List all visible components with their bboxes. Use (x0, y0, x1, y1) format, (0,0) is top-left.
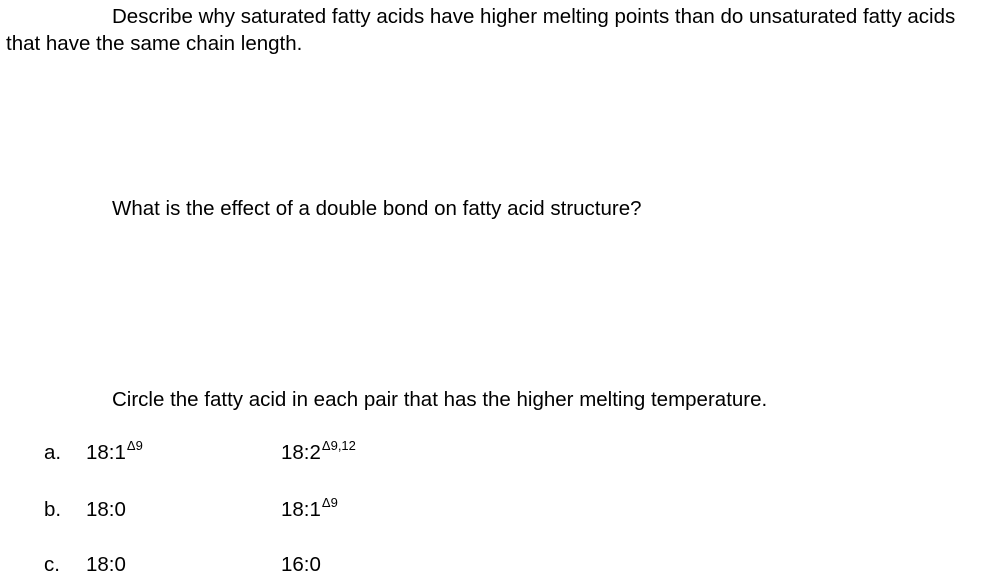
double-bond-position: Δ9,12 (321, 438, 356, 453)
question-1-text: Describe why saturated fatty acids have higher melting points than do unsaturated fatty acids that have the same chain length. (6, 5, 956, 55)
fatty-acid-option[interactable] (281, 550, 321, 580)
double-bond-position: Δ9 (126, 438, 143, 453)
fatty-acid-notation: 18:0 (86, 553, 126, 576)
pair-row-b (0, 495, 982, 525)
fatty-acid-option[interactable] (86, 495, 126, 525)
pair-row-a (0, 438, 982, 468)
question-3: Circle the fatty acid in each pair that has the higher melting temperature. (112, 388, 768, 411)
fatty-acid-notation: 18:1 (86, 441, 126, 464)
pair-letter: a. (44, 441, 62, 464)
pair-letter: b. (44, 498, 62, 521)
question-1 (6, 3, 982, 57)
fatty-acid-option[interactable] (281, 495, 338, 527)
fatty-acid-notation: 18:2 (281, 441, 321, 464)
fatty-acid-notation: 18:0 (86, 498, 126, 521)
fatty-acid-notation: 18:1 (281, 498, 321, 521)
fatty-acid-notation: 16:0 (281, 553, 321, 576)
double-bond-position: Δ9 (321, 495, 338, 510)
fatty-acid-option[interactable] (86, 438, 143, 470)
pair-letter: c. (44, 553, 60, 576)
pair-row-c (0, 550, 982, 580)
fatty-acid-option[interactable] (86, 550, 126, 580)
fatty-acid-option[interactable] (281, 438, 356, 470)
question-2: What is the effect of a double bond on fatty acid structure? (112, 197, 642, 220)
